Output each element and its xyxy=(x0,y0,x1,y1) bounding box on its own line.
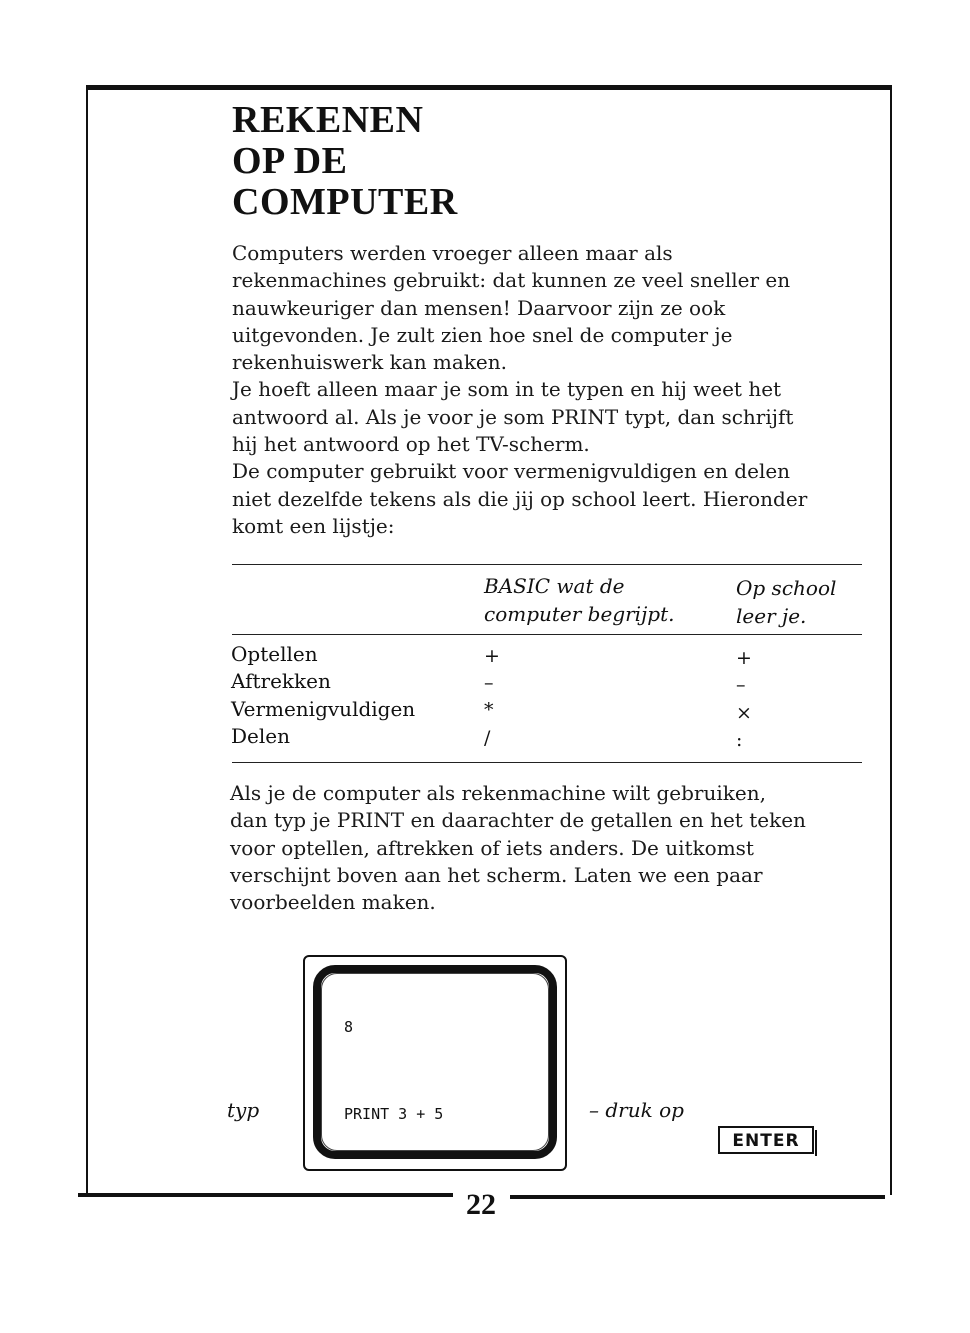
text-line: De computer gebruikt voor vermenigvuldigen en delen xyxy=(232,459,791,484)
text-line: verschijnt boven aan het scherm. Laten we een paar xyxy=(230,862,763,887)
text-line: Computers werden vroeger alleen maar als xyxy=(232,241,673,265)
page-number: 22 xyxy=(466,1188,496,1221)
text-line: komt een lijstje: xyxy=(232,513,395,538)
frame-right-rule xyxy=(890,85,892,1195)
row-basic-divide: / xyxy=(484,727,491,749)
screen-command: PRINT 3 + 5 xyxy=(344,1105,444,1123)
frame-left-rule xyxy=(86,85,88,1195)
text-line: voorbeelden maken. xyxy=(230,890,436,915)
header-school-line: Op school xyxy=(736,576,837,600)
text-line: Je hoeft alleen maar je som in te typen en hij weet het xyxy=(232,377,782,402)
table-bottom-rule xyxy=(232,762,862,763)
row-basic-multiply: * xyxy=(484,699,494,721)
text-line: antwoord al. Als je voor je som PRINT typt, dan schrijft xyxy=(232,404,794,429)
header-school-line: leer je. xyxy=(736,604,807,628)
text-line: rekenhuiswerk kan maken. xyxy=(232,350,508,375)
title-line: COMPUTER xyxy=(232,181,458,223)
row-label-multiply: Vermenigvuldigen xyxy=(231,697,416,721)
title-line: REKENEN xyxy=(232,99,424,141)
frame-bottom-rule-left xyxy=(78,1193,453,1197)
intro-paragraph xyxy=(232,240,807,540)
title-line: OP DE xyxy=(232,140,348,182)
row-school-divide: : xyxy=(736,729,743,751)
header-basic-line: computer begrijpt. xyxy=(484,602,675,626)
row-basic-add: + xyxy=(484,645,500,667)
row-label-subtract: Aftrekken xyxy=(231,669,331,693)
row-label-add: Optellen xyxy=(231,642,318,666)
text-line: rekenmachines gebruikt: dat kunnen ze veel sneller en xyxy=(232,268,791,293)
screen-result: 8 xyxy=(344,1018,354,1036)
typ-label: typ xyxy=(227,1098,260,1122)
enter-key-icon: ENTER xyxy=(718,1126,814,1154)
row-basic-subtract: – xyxy=(484,672,494,694)
text-line: dan typ je PRINT en daarachter de getallen en het teken xyxy=(230,808,806,833)
table-top-rule xyxy=(232,564,862,565)
header-basic-line: BASIC wat de xyxy=(484,574,625,598)
row-label-divide: Delen xyxy=(231,724,290,748)
frame-bottom-rule-right xyxy=(510,1195,885,1199)
row-school-add: + xyxy=(736,647,752,669)
text-line: hij het antwoord op het TV-scherm. xyxy=(232,432,590,457)
text-line: uitgevonden. Je zult zien hoe snel de computer je xyxy=(232,322,733,347)
page-title xyxy=(232,100,458,223)
text-line: niet dezelfde tekens als die jij op school leert. Hieronder xyxy=(232,486,808,511)
frame-top-rule xyxy=(86,85,892,90)
row-school-multiply: × xyxy=(736,702,752,724)
text-line: Als je de computer als rekenmachine wilt gebruiken, xyxy=(230,781,766,805)
text-line: voor optellen, aftrekken of iets anders. De uitkomst xyxy=(230,835,754,860)
table-header-rule xyxy=(232,634,862,635)
text-line: nauwkeuriger dan mensen! Daarvoor zijn ze ook xyxy=(232,295,726,320)
row-school-subtract: – xyxy=(736,674,746,696)
instruction-paragraph xyxy=(230,780,806,916)
druk-op-label: – druk op xyxy=(589,1098,684,1122)
